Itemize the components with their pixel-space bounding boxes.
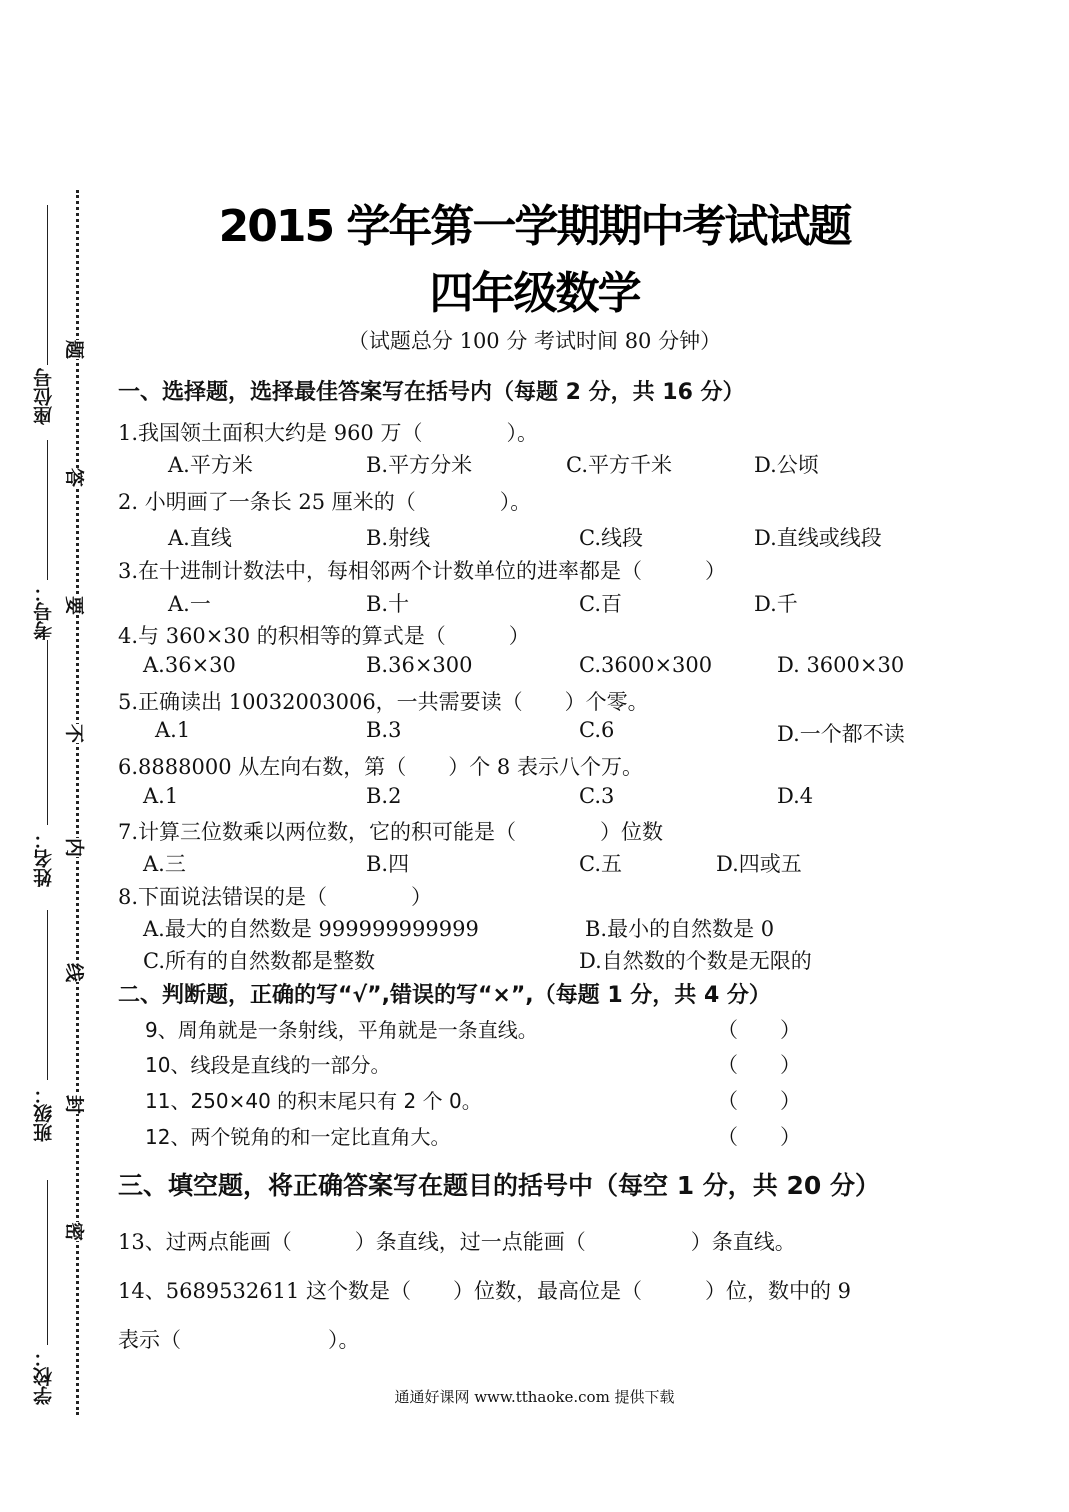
question-14: 14、5689532611 这个数是（ ）位数，最高位是（ ）位，数中的 9 bbox=[118, 1279, 852, 1303]
q4-option-b: B.36×300 bbox=[366, 653, 473, 677]
q6-option-c: C.3 bbox=[579, 784, 615, 808]
exam-subject: 四年级数学 bbox=[429, 268, 640, 319]
question-13: 13、过两点能画（ ）条直线，过一点能画（ ）条直线。 bbox=[118, 1230, 796, 1254]
section1-heading: 一、选择题，选择最佳答案写在括号内（每题 2 分，共 16 分） bbox=[118, 380, 745, 405]
question-7: 7.计算三位数乘以两位数，它的积可能是（ ）位数 bbox=[118, 820, 664, 844]
q3-option-b: B.十 bbox=[366, 592, 410, 616]
seal-char: 不 bbox=[63, 723, 86, 744]
q7-option-b: B.四 bbox=[366, 852, 410, 876]
q8-option-b: B.最小的自然数是 0 bbox=[585, 917, 775, 941]
q3-option-d: D.千 bbox=[754, 592, 798, 616]
q7-option-c: C.五 bbox=[579, 852, 622, 876]
question-12: 12、两个锐角的和一定比直角大。 bbox=[145, 1125, 451, 1149]
seal-char: 线 bbox=[63, 962, 86, 983]
seal-char: 题 bbox=[63, 339, 86, 360]
question-2: 2. 小明画了一条长 25 厘米的（ ）。 bbox=[118, 490, 532, 514]
q11-answer-paren[interactable]: （ ） bbox=[717, 1089, 801, 1113]
q9-answer-paren[interactable]: （ ） bbox=[717, 1018, 801, 1042]
q5-option-c: C.6 bbox=[579, 718, 615, 742]
q12-answer-paren[interactable]: （ ） bbox=[717, 1125, 801, 1149]
q3-option-c: C.百 bbox=[579, 592, 622, 616]
exam-info: （试题总分 100 分 考试时间 80 分钟） bbox=[347, 329, 722, 353]
q4-option-d: D. 3600×30 bbox=[777, 653, 905, 677]
seal-char: 封 bbox=[63, 1094, 86, 1115]
question-9: 9、周角就是一条射线，平角就是一条直线。 bbox=[145, 1018, 538, 1042]
name-blank bbox=[47, 640, 48, 825]
q4-option-c: C.3600×300 bbox=[579, 653, 713, 677]
q10-answer-paren[interactable]: （ ） bbox=[717, 1053, 801, 1077]
exam-title: 2015 学年第一学期期中考试试题 bbox=[218, 201, 851, 252]
exam-number-label: 考号： bbox=[33, 583, 55, 640]
q5-option-a: A.1 bbox=[155, 718, 191, 742]
q1-option-b: B.平方分米 bbox=[366, 453, 473, 477]
q1-option-c: C.平方千米 bbox=[566, 453, 672, 477]
question-10: 10、线段是直线的一部分。 bbox=[145, 1053, 391, 1077]
question-3: 3.在十进制计数法中，每相邻两个计数单位的进率都是（ ） bbox=[118, 559, 727, 583]
q2-option-b: B.射线 bbox=[366, 526, 431, 550]
question-5: 5.正确读出 10032003006，一共需要读（ ）个零。 bbox=[118, 690, 649, 714]
seal-char: 密 bbox=[63, 1221, 86, 1242]
question-4: 4.与 360×30 的积相等的算式是（ ） bbox=[118, 624, 530, 648]
q3-option-a: A.一 bbox=[168, 592, 211, 616]
question-14-continued: 表示（ ）。 bbox=[118, 1328, 360, 1352]
question-1: 1.我国领土面积大约是 960 万（ ）。 bbox=[118, 421, 538, 445]
school-blank bbox=[47, 1180, 48, 1345]
q4-option-a: A.36×30 bbox=[143, 653, 236, 677]
school-label: 学校： bbox=[33, 1348, 55, 1405]
footer-source: 通通好课网 www.tthaoke.com 提供下载 bbox=[394, 1388, 675, 1406]
name-label: 姓名： bbox=[33, 830, 55, 887]
class-label: 班级： bbox=[33, 1085, 55, 1142]
q8-option-c: C.所有的自然数都是整数 bbox=[143, 949, 375, 973]
q8-option-a: A.最大的自然数是 999999999999 bbox=[143, 917, 479, 941]
q1-option-d: D.公顷 bbox=[754, 453, 819, 477]
q5-option-b: B.3 bbox=[366, 718, 402, 742]
q7-option-d: D.四或五 bbox=[716, 852, 802, 876]
exam-number-blank bbox=[47, 440, 48, 580]
q2-option-d: D.直线或线段 bbox=[754, 526, 882, 550]
question-6: 6.8888000 从左向右数，第（ ）个 8 表示八个万。 bbox=[118, 755, 643, 779]
q8-option-d: D.自然数的个数是无限的 bbox=[579, 949, 812, 973]
seat-number-label: 座位号 bbox=[33, 368, 55, 425]
q1-option-a: A.平方米 bbox=[168, 453, 253, 477]
q2-option-c: C.线段 bbox=[579, 526, 643, 550]
seal-char: 内 bbox=[63, 837, 86, 858]
seal-char: 答 bbox=[63, 467, 86, 488]
class-blank bbox=[47, 910, 48, 1080]
section2-heading: 二、判断题，正确的写“√”,错误的写“×”,（每题 1 分，共 4 分） bbox=[118, 983, 771, 1008]
q5-option-d: D.一个都不读 bbox=[777, 722, 905, 746]
q6-option-b: B.2 bbox=[366, 784, 402, 808]
q6-option-a: A.1 bbox=[143, 784, 179, 808]
q7-option-a: A.三 bbox=[143, 852, 186, 876]
q2-option-a: A.直线 bbox=[168, 526, 232, 550]
seal-char: 要 bbox=[63, 595, 86, 616]
section3-heading: 三、填空题，将正确答案写在题目的括号中（每空 1 分，共 20 分） bbox=[118, 1171, 881, 1200]
q6-option-d: D.4 bbox=[777, 784, 814, 808]
question-8: 8.下面说法错误的是（ ） bbox=[118, 885, 433, 909]
question-11: 11、250×40 的积末尾只有 2 个 0。 bbox=[145, 1089, 482, 1113]
